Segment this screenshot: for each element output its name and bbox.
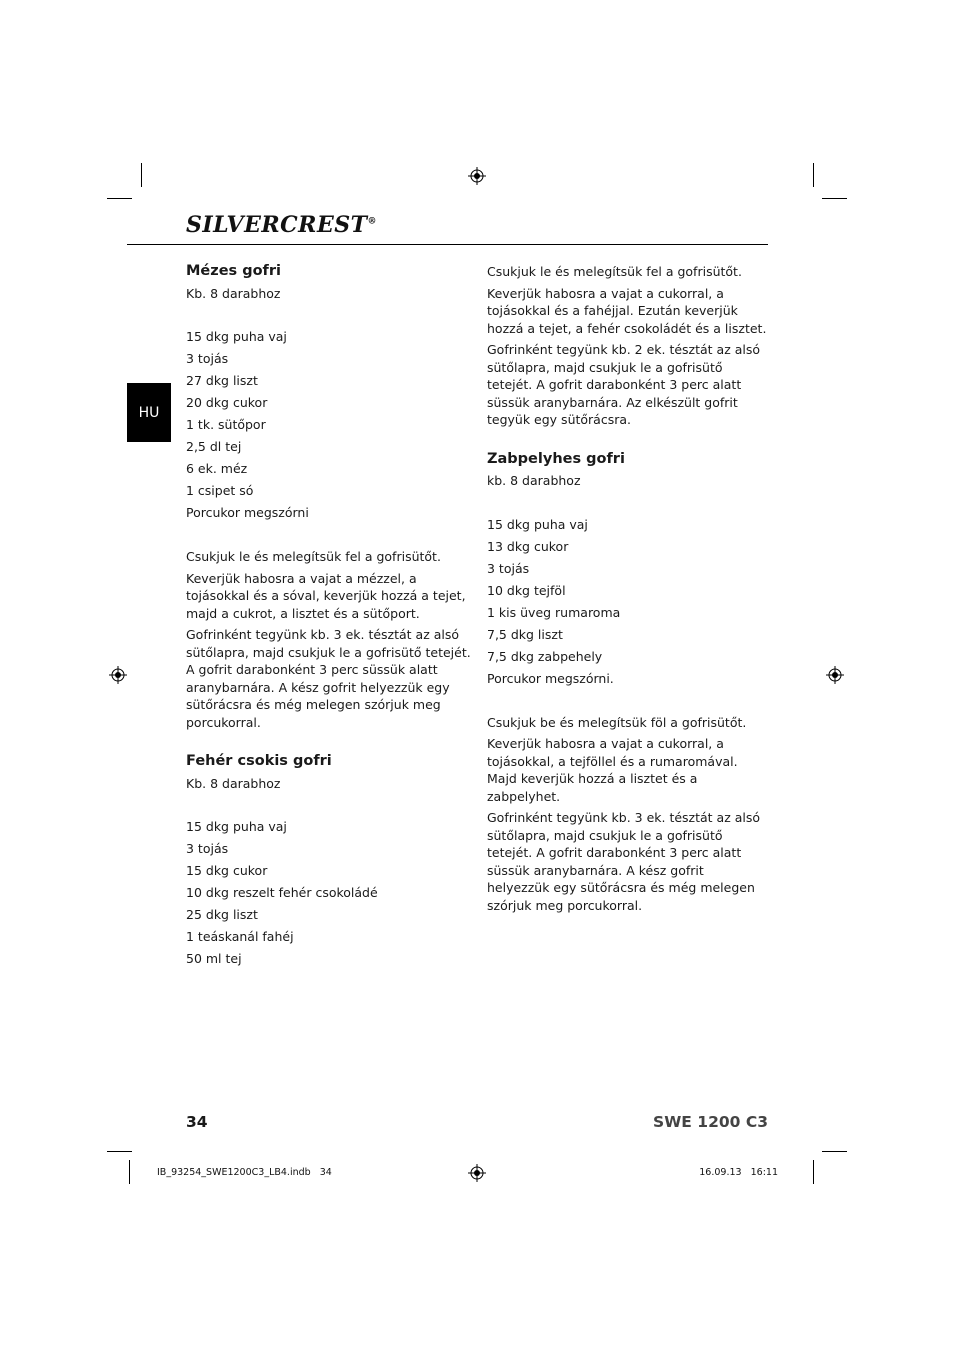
slug-file: IB_93254_SWE1200C3_LB4.indb 34 — [157, 1167, 332, 1178]
model-number: SWE 1200 C3 — [653, 1113, 768, 1131]
section-title: Mézes gofri — [186, 263, 281, 279]
section-title: Zabpelyhes gofri — [487, 450, 625, 467]
paragraph: Keverjük habosra a vajat a cukorral, a tojásokkal, a tejföllel és a rumaromával. Majd keverjük hozzá a lisztet és a zabpelyhet. — [487, 736, 738, 804]
list-item: 7,5 dkg liszt — [487, 626, 563, 642]
crop-mark — [107, 198, 132, 199]
ingredient-list — [186, 818, 476, 972]
list-item: 1 csipet só — [186, 483, 254, 498]
crop-mark — [813, 163, 814, 187]
paragraph: Keverjük habosra a vajat a mézzel, a tojásokkal és a sóval, keverjük hozzá a tejet, majd a cukrot, a lisztet és a sütőport. — [186, 570, 466, 621]
page-number: 34 — [186, 1113, 208, 1131]
instructions — [487, 263, 769, 429]
list-item: 15 dkg puha vaj — [186, 819, 287, 834]
list-item: 25 dkg liszt — [186, 907, 258, 922]
ingredient-list — [186, 328, 476, 526]
list-item: 50 ml tej — [186, 951, 242, 966]
right-column — [487, 263, 769, 914]
list-item: 15 dkg cukor — [186, 863, 268, 878]
registration-mark-icon — [468, 167, 486, 185]
crop-mark — [129, 1160, 130, 1184]
list-item: 1 tk. sütőpor — [186, 417, 266, 432]
list-item: 10 dkg reszelt fehér csokoládé — [186, 885, 378, 900]
list-item: 3 tojás — [487, 560, 530, 576]
crop-mark — [141, 163, 142, 187]
language-tab: HU — [127, 383, 171, 442]
paragraph: Gofrinként tegyünk kb. 3 ek. tésztát az alsó sütőlapra, majd csukjuk le a gofrisütő tetejét. A gofrit darabonként 3 perc alatt süssük aranybarnára. A kész gofrit helyezzük egy sütőrácsra és még melegen szórjuk meg porcukorral. — [487, 810, 761, 913]
left-column — [186, 263, 476, 972]
recipe-yield: kb. 8 darabhoz — [487, 473, 581, 488]
registration-mark-icon — [826, 666, 844, 684]
paragraph: Csukjuk be és melegítsük föl a gofrisütőt. — [487, 714, 747, 730]
paragraph: Csukjuk le és melegítsük fel a gofrisütőt. — [186, 549, 441, 564]
list-item: 20 dkg cukor — [186, 395, 268, 410]
list-item: 7,5 dkg zabpehely — [487, 648, 603, 664]
instructions — [186, 548, 476, 731]
list-item: Porcukor megszórni. — [487, 670, 614, 686]
list-item: 10 dkg tejföl — [487, 582, 566, 598]
instructions — [487, 714, 769, 915]
list-item: 3 tojás — [186, 351, 229, 366]
list-item: 3 tojás — [186, 841, 229, 856]
paragraph: Gofrinként tegyünk kb. 2 ek. tésztát az alsó sütőlapra, majd csukjuk le a gofrisütő tetejét. A gofrit darabonként 3 perc alatt süssük aranybarnára. Az elkészült gofrit tegyük egy sütőrácsra. — [487, 342, 761, 427]
header-rule — [127, 244, 768, 245]
paragraph: Gofrinként tegyünk kb. 3 ek. tésztát az alsó sütőlapra, majd csukjuk le a gofrisütő tetejét. A gofrit darabonként 3 perc süssük alatt aranybarnára. A kész gofrit helyezzük egy sütőrácsra és még melegen szórjuk meg porcukorral. — [186, 627, 471, 730]
paragraph: Csukjuk le és melegítsük fel a gofrisütőt. — [487, 264, 742, 279]
list-item: Porcukor megszórni — [186, 505, 309, 520]
recipe-yield: Kb. 8 darabhoz — [186, 285, 281, 301]
crop-mark — [822, 198, 847, 199]
logo-text: SILVERCREST — [186, 212, 368, 238]
recipe-yield: Kb. 8 darabhoz — [186, 775, 281, 791]
list-item: 1 teáskanál fahéj — [186, 929, 294, 944]
slug-datetime: 16.09.13 16:11 — [699, 1167, 778, 1178]
brand-logo — [186, 212, 377, 238]
registration-mark-icon — [468, 1164, 486, 1182]
registered-mark: ® — [367, 216, 377, 227]
crop-mark — [813, 1160, 814, 1184]
list-item: 27 dkg liszt — [186, 373, 258, 388]
ingredient-list — [487, 516, 769, 692]
list-item: 15 dkg puha vaj — [487, 516, 588, 532]
crop-mark — [822, 1151, 847, 1152]
crop-mark — [107, 1151, 132, 1152]
section-title: Fehér csokis gofri — [186, 753, 332, 769]
registration-mark-icon — [109, 666, 127, 684]
list-item: 13 dkg cukor — [487, 538, 569, 554]
paragraph: Keverjük habosra a vajat a cukorral, a tojásokkal és a fahéjjal. Ezután keverjük hozzá a tejet, a fehér csokoládét és a lisztet. — [487, 285, 767, 336]
list-item: 1 kis üveg rumaroma — [487, 604, 621, 620]
list-item: 2,5 dl tej — [186, 439, 242, 454]
list-item: 15 dkg puha vaj — [186, 329, 287, 344]
list-item: 6 ek. méz — [186, 461, 248, 476]
